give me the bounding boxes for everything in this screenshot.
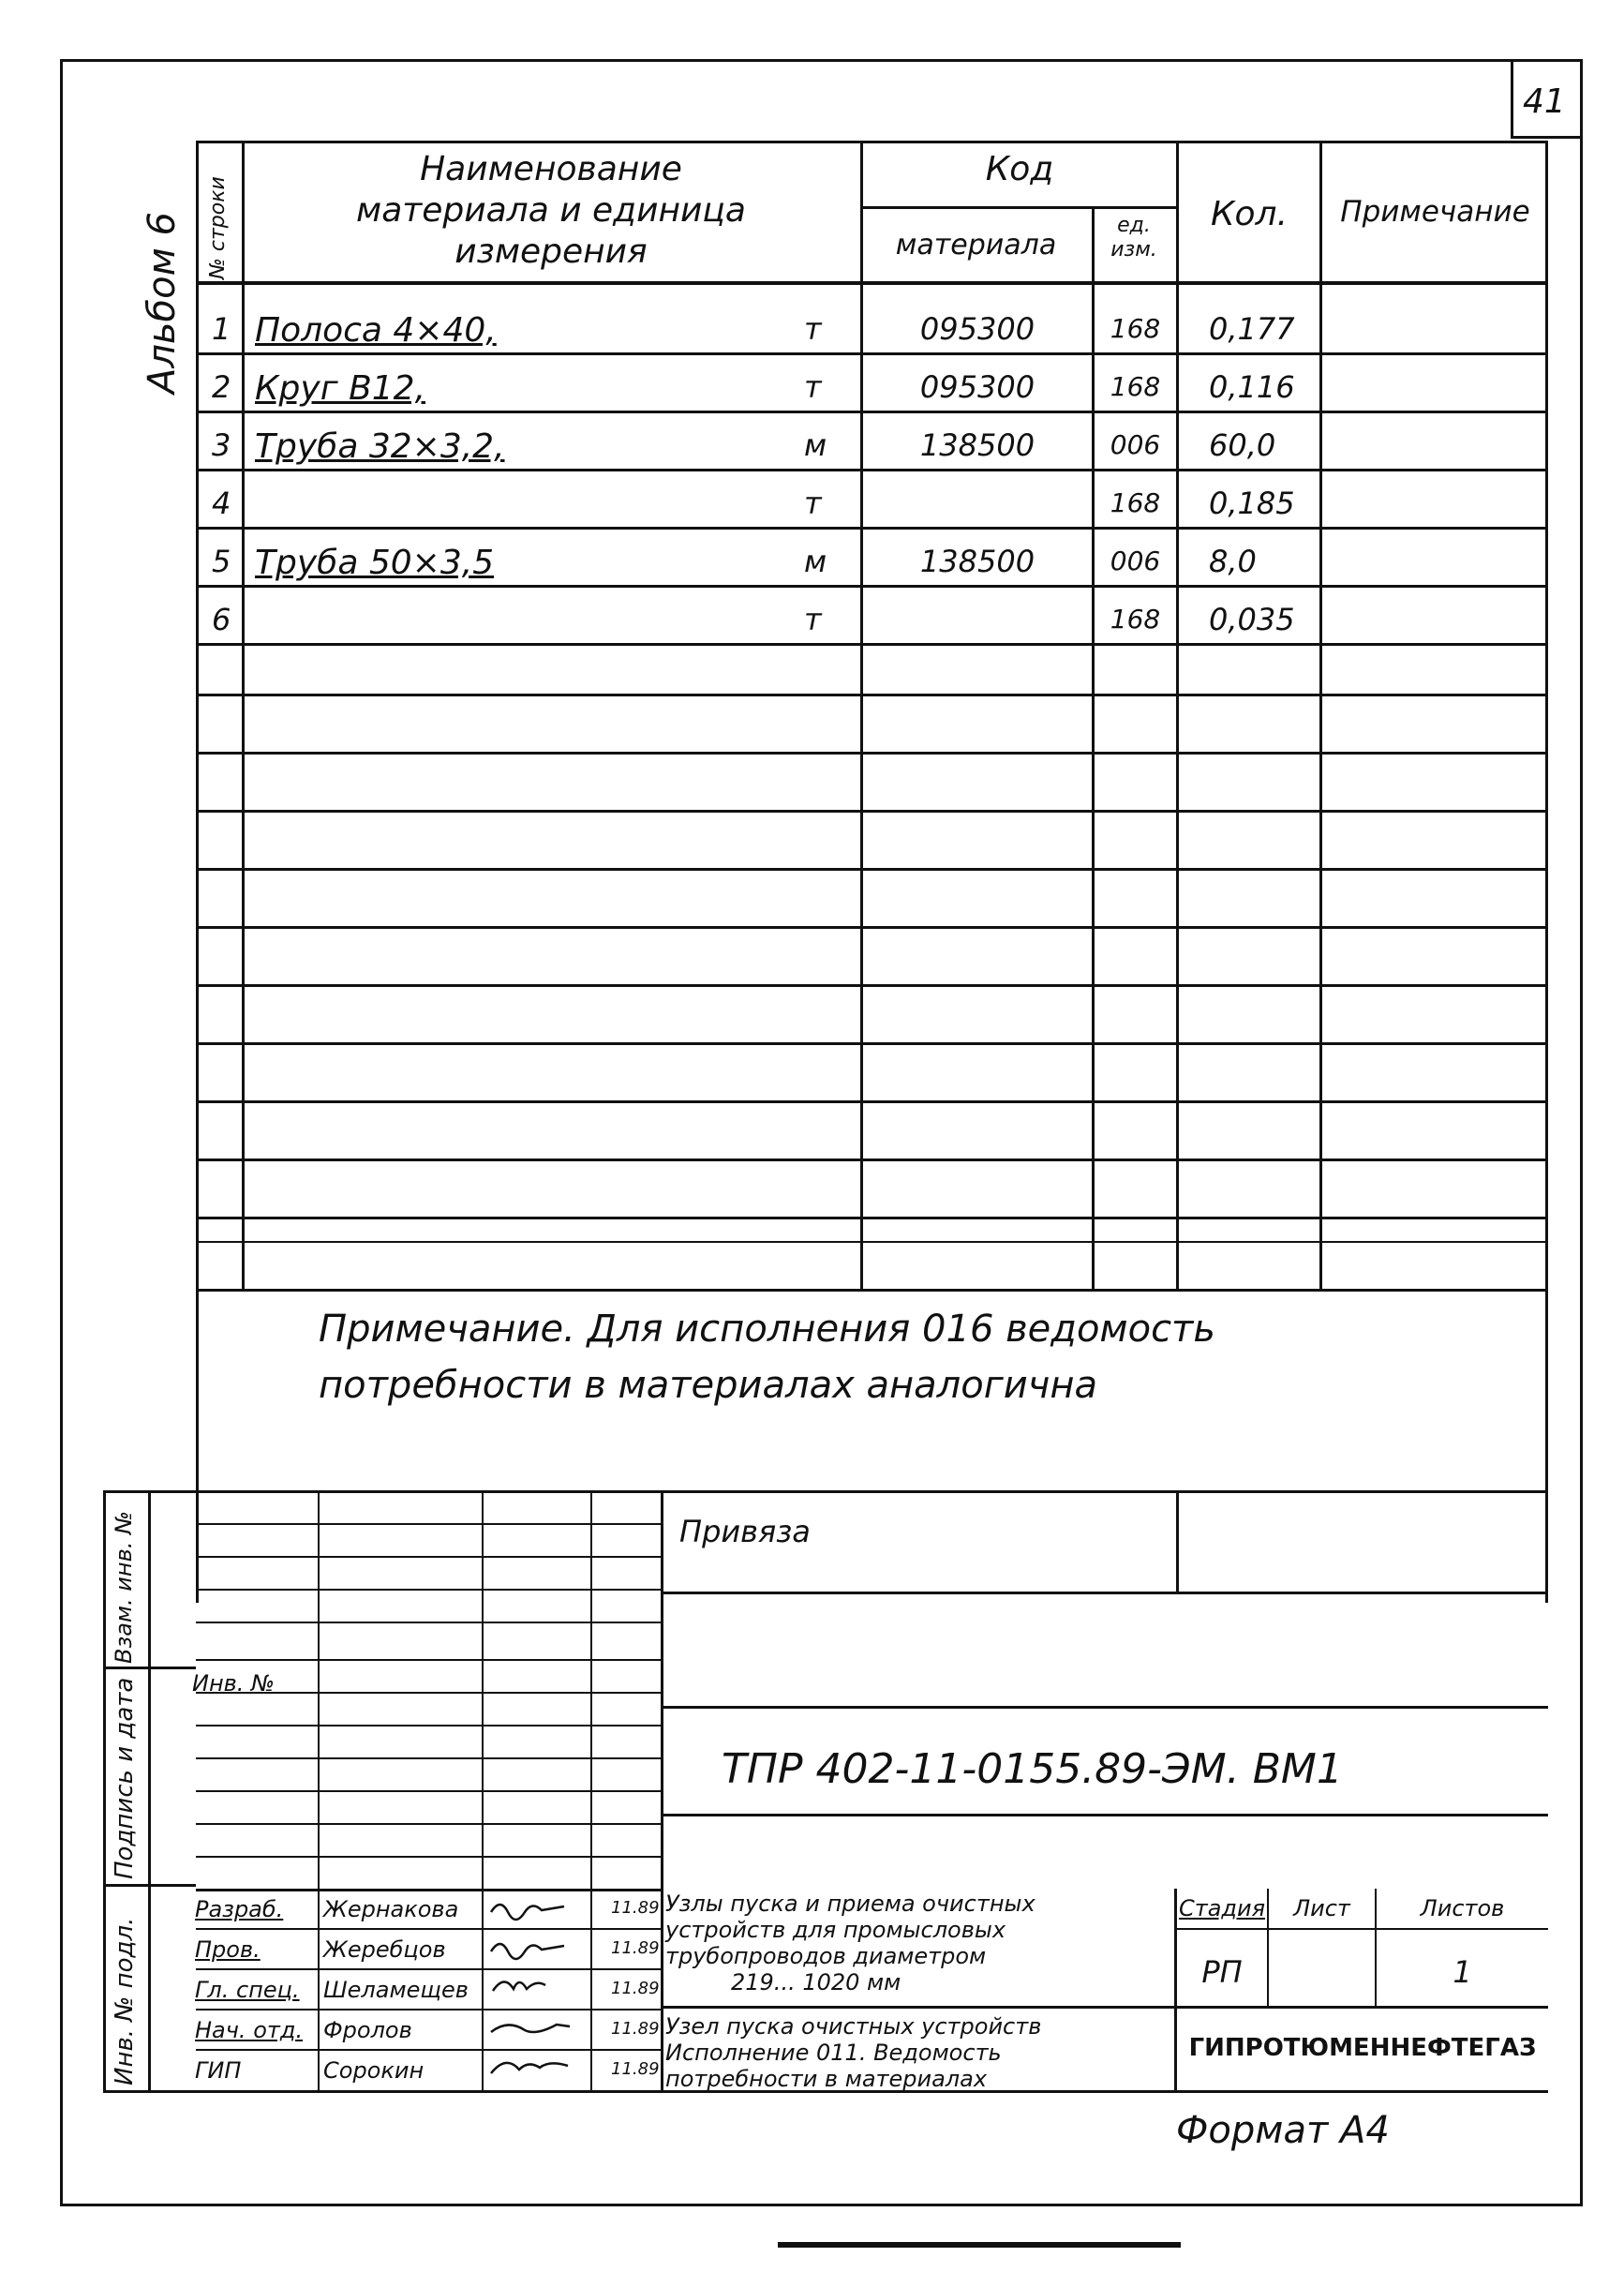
header-code-unit: ед. изм. <box>1110 214 1157 262</box>
row-unit-code: 168 <box>1110 313 1161 344</box>
frame-right <box>1580 59 1583 2205</box>
row-material-code: 095300 <box>919 311 1035 347</box>
row-number: 1 <box>212 311 231 347</box>
table-right <box>1545 141 1548 1603</box>
sheets-label: Листов <box>1420 1895 1505 1921</box>
person-role: ГИП <box>195 2057 242 2084</box>
header-name-3: измерения <box>454 232 648 271</box>
col-rowno <box>242 141 245 1289</box>
row-line <box>196 1241 1548 1243</box>
person-role: Нач. отд. <box>195 2017 304 2043</box>
stage-row <box>1174 1928 1548 1930</box>
col-note <box>1319 141 1322 1289</box>
title-2-line-1: Узел пуска очистных устройств <box>665 2013 1042 2040</box>
signature-mark <box>493 1981 545 1991</box>
privyazka-label: Привяза <box>679 1514 811 1549</box>
sheetno-box-bottom <box>1511 136 1583 139</box>
row-line <box>196 1100 1548 1103</box>
person-name: Шеламещев <box>323 1977 469 2003</box>
person-date: 11.89 <box>611 1979 660 1998</box>
row-quantity: 0,177 <box>1209 311 1295 347</box>
note-line-2: потребности в материалах аналогична <box>319 1364 1097 1407</box>
organization: ГИПРОТЮМЕННЕФТЕГАЗ <box>1188 2034 1537 2062</box>
header-name-2: материала и единица <box>356 191 746 230</box>
note-line-1: Примечание. Для исполнения 016 ведомость <box>319 1308 1215 1351</box>
row-unit: м <box>804 544 827 579</box>
person-name: Жернакова <box>323 1896 459 1922</box>
privyazka-bottom <box>661 1592 1548 1594</box>
side-sep <box>103 1884 196 1887</box>
grid-row <box>196 1659 663 1661</box>
person-role: Гл. спец. <box>195 1977 300 2003</box>
row-unit: т <box>804 311 822 347</box>
row-unit-code: 168 <box>1110 604 1161 635</box>
side-label-orig-inv: Инв. № подл. <box>111 1917 139 2085</box>
header-name-1: Наименование <box>420 150 682 188</box>
grid-row <box>196 1757 663 1759</box>
row-unit-code: 006 <box>1110 429 1161 460</box>
row-line <box>196 643 1548 646</box>
grid-row <box>196 2049 663 2051</box>
code-subline <box>860 206 1179 209</box>
frame-left <box>60 59 63 2205</box>
row-line <box>196 752 1548 755</box>
row-material-code: 095300 <box>919 369 1035 405</box>
grid-row <box>196 1556 663 1558</box>
row-line <box>196 469 1548 471</box>
row-quantity: 0,185 <box>1209 486 1295 521</box>
side-sep <box>103 1667 196 1669</box>
signature-mark <box>491 2025 570 2032</box>
row-material-name: Труба 32×3,2, <box>255 427 505 466</box>
row-quantity: 8,0 <box>1209 544 1257 579</box>
title-1-line-1: Узлы пуска и приема очистных <box>665 1891 1035 1917</box>
person-role: Разраб. <box>195 1896 284 1922</box>
row-material-code: 138500 <box>919 544 1035 579</box>
row-material-name: Круг В12, <box>255 369 426 408</box>
sheet-number: 41 <box>1523 82 1566 121</box>
grid-row <box>196 1523 663 1525</box>
title-1-line-3: трубопроводов диаметром <box>665 1943 987 1969</box>
row-material-name: Труба 50×3,5 <box>255 544 495 582</box>
header-note: Примечание <box>1340 195 1530 229</box>
inv-no-label: Инв. № <box>192 1670 276 1697</box>
row-material-code: 138500 <box>919 427 1035 463</box>
sheets-value: 1 <box>1453 1954 1472 1990</box>
row-line <box>196 411 1548 413</box>
header-qty: Кол. <box>1210 195 1289 233</box>
row-quantity: 0,035 <box>1209 602 1295 637</box>
signature-mark <box>491 1905 564 1920</box>
row-unit: т <box>804 602 822 637</box>
title-2-line-2: Исполнение 011. Ведомость <box>665 2040 1002 2066</box>
person-date: 11.89 <box>611 1938 660 1958</box>
row-line <box>196 1217 1548 1219</box>
side-label-sign-date: Подпись и дата <box>111 1677 139 1879</box>
code-box-bottom <box>661 1814 1548 1816</box>
header-rowno: № строки <box>206 176 230 279</box>
row-unit-code: 168 <box>1110 371 1161 402</box>
row-line <box>196 984 1548 987</box>
frame-bottom <box>60 2204 1583 2206</box>
header-code-material: материала <box>895 229 1057 262</box>
grid-row <box>196 1823 663 1825</box>
title-1-line-4: 219... 1020 мм <box>731 1969 901 1996</box>
frame-top <box>60 59 1580 62</box>
grid-row <box>196 1589 663 1591</box>
document-code: ТПР 402-11-0155.89-ЭМ. ВМ1 <box>722 1745 1343 1793</box>
grid-row <box>196 1968 663 1970</box>
album-label: Альбом 6 <box>141 212 184 394</box>
row-number: 5 <box>212 544 231 579</box>
row-line <box>196 527 1548 530</box>
side-label-replace-inv: Взам. инв. № <box>111 1511 137 1664</box>
row-line <box>196 585 1548 588</box>
grid-row <box>196 1725 663 1726</box>
row-quantity: 0,116 <box>1209 369 1295 405</box>
grid-row <box>196 1889 663 1891</box>
row-number: 3 <box>212 427 231 463</box>
col-unitcode <box>1092 208 1095 1289</box>
signatures <box>484 1891 590 2090</box>
row-number: 2 <box>212 369 231 405</box>
sheetno-box-left <box>1511 59 1513 138</box>
table-top <box>196 141 1548 143</box>
stamp-top <box>103 1490 1548 1493</box>
row-number: 6 <box>212 602 231 637</box>
signature-mark <box>491 2063 568 2073</box>
person-date: 11.89 <box>611 1898 660 1918</box>
grid-row <box>196 2009 663 2010</box>
paper-format: Формат А4 <box>1176 2109 1390 2152</box>
col-qty <box>1176 141 1179 1289</box>
grid-row <box>196 1622 663 1623</box>
title-1-line-2: устройств для промысловых <box>665 1917 1006 1943</box>
bottom-edge-mark <box>778 2242 1181 2248</box>
row-number: 4 <box>212 486 231 521</box>
row-line <box>196 926 1548 929</box>
row-unit-code: 168 <box>1110 487 1161 518</box>
person-name: Жеребцов <box>323 1936 446 1963</box>
person-name: Фролов <box>323 2017 412 2043</box>
signature-mark <box>491 1944 564 1959</box>
person-date: 11.89 <box>611 2019 660 2039</box>
sheet-label: Лист <box>1293 1895 1350 1921</box>
row-unit-code: 006 <box>1110 546 1161 576</box>
row-unit: т <box>804 369 822 405</box>
row-material-name: Полоса 4×40, <box>255 311 497 350</box>
row-unit: м <box>804 427 827 463</box>
privyazka-divider <box>1176 1490 1179 1593</box>
row-line <box>196 1042 1548 1045</box>
stage-value: РП <box>1201 1954 1243 1990</box>
side-col-right <box>148 1490 151 2093</box>
person-role: Пров. <box>195 1936 261 1963</box>
row-line <box>196 810 1548 813</box>
row-quantity: 60,0 <box>1209 427 1276 463</box>
row-unit: т <box>804 486 822 521</box>
grid-row <box>196 1856 663 1858</box>
person-date: 11.89 <box>611 2059 660 2079</box>
table-bottom <box>196 1289 1548 1292</box>
grid-row <box>196 1790 663 1792</box>
row-line <box>196 1158 1548 1161</box>
row-line <box>196 694 1548 696</box>
row-line <box>196 868 1548 871</box>
stage-label: Стадия <box>1178 1895 1266 1921</box>
code-box-top <box>661 1706 1548 1709</box>
grid-row <box>196 1928 663 1930</box>
header-code: Код <box>985 150 1054 188</box>
side-col-left <box>103 1490 106 2093</box>
person-name: Сорокин <box>323 2057 425 2084</box>
title-2-line-3: потребности в материалах <box>665 2066 988 2092</box>
row-line <box>196 352 1548 355</box>
table-left <box>196 141 199 1603</box>
header-bottom <box>196 281 1548 285</box>
title-divider <box>661 2006 1548 2009</box>
